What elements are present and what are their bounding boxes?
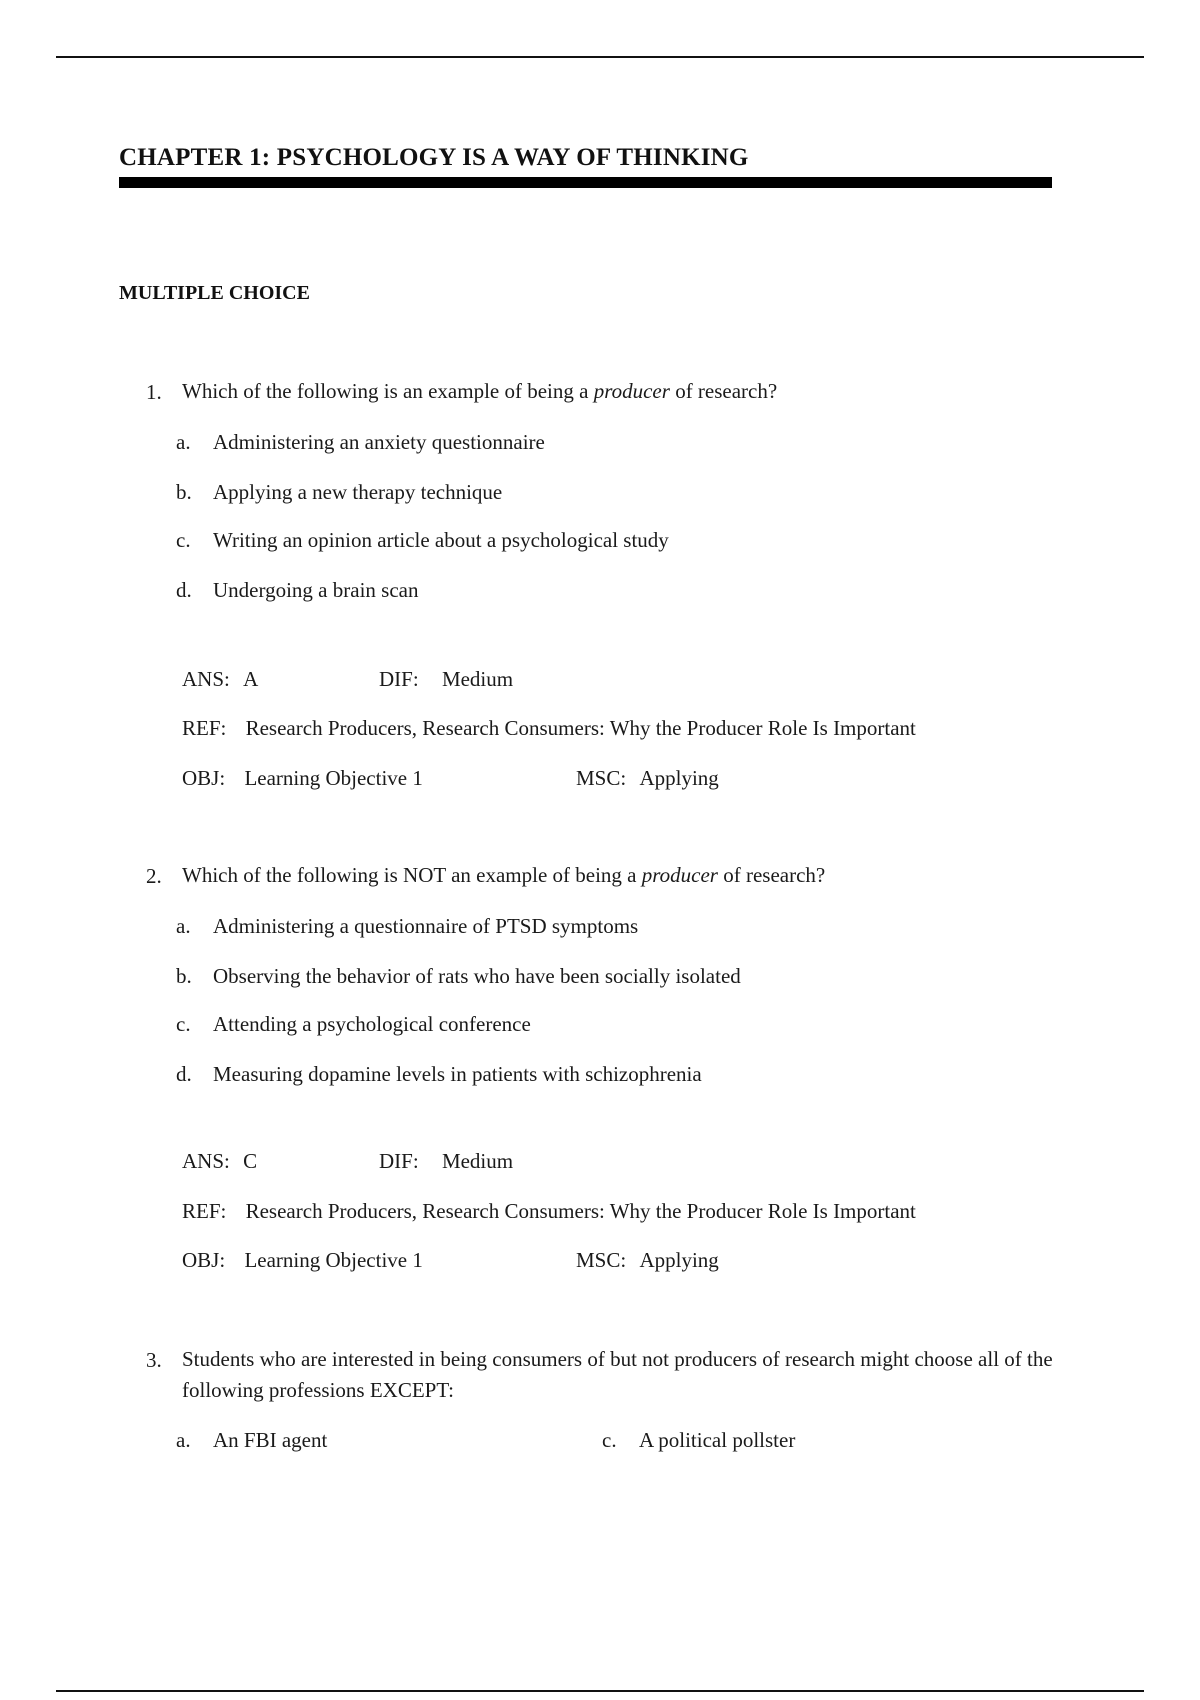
obj-value: Learning Objective 1 bbox=[244, 1248, 423, 1272]
reference-meta bbox=[182, 1199, 916, 1224]
msc-label: MSC: bbox=[576, 766, 627, 790]
ans-label: ANS: bbox=[182, 1149, 230, 1173]
difficulty-meta bbox=[379, 1149, 513, 1174]
ref-label: REF: bbox=[182, 716, 227, 740]
option-text: Administering a questionnaire of PTSD symptoms bbox=[213, 914, 639, 938]
option-letter: a. bbox=[176, 914, 191, 938]
dif-label: DIF: bbox=[379, 1149, 419, 1173]
chapter-title: CHAPTER 1: PSYCHOLOGY IS A WAY OF THINKING bbox=[119, 144, 749, 171]
question-text-emphasis: producer bbox=[593, 379, 670, 403]
ans-value: A bbox=[243, 667, 259, 691]
option-letter: c. bbox=[176, 1012, 191, 1036]
question-text bbox=[182, 376, 1062, 407]
obj-value: Learning Objective 1 bbox=[244, 766, 423, 790]
ans-label: ANS: bbox=[182, 667, 230, 691]
question-text-emphasis: producer bbox=[641, 863, 718, 887]
option-letter: b. bbox=[176, 480, 192, 504]
question-text-part: Which of the following is NOT an example of being a bbox=[182, 863, 642, 887]
question-number: 3. bbox=[146, 1348, 162, 1372]
reference-meta bbox=[182, 716, 916, 741]
obj-label: OBJ: bbox=[182, 766, 226, 790]
option-text: Observing the behavior of rats who have been socially isolated bbox=[213, 964, 741, 988]
question-number: 1. bbox=[146, 380, 162, 404]
question-text-part: of research? bbox=[717, 863, 826, 887]
option-text: A political pollster bbox=[639, 1428, 796, 1452]
section-heading: MULTIPLE CHOICE bbox=[119, 282, 310, 304]
option-text: Writing an opinion article about a psychological study bbox=[213, 528, 669, 552]
ref-value: Research Producers, Research Consumers: Why the Producer Role Is Important bbox=[245, 1199, 916, 1223]
objective-meta bbox=[182, 1248, 423, 1273]
question-text: Students who are interested in being consumers of but not producers of research might choose all of the following professions EXCEPT: bbox=[182, 1347, 1053, 1402]
objective-meta bbox=[182, 766, 423, 791]
option-text: Undergoing a brain scan bbox=[213, 578, 419, 602]
question-text-part: of research? bbox=[669, 379, 778, 403]
option-text: Applying a new therapy technique bbox=[213, 480, 503, 504]
ref-label: REF: bbox=[182, 1199, 227, 1223]
msc-value: Applying bbox=[639, 766, 719, 790]
skill-meta bbox=[576, 1248, 719, 1273]
option-text: An FBI agent bbox=[213, 1428, 328, 1452]
obj-label: OBJ: bbox=[182, 1248, 226, 1272]
option-text: Measuring dopamine levels in patients with schizophrenia bbox=[213, 1062, 702, 1086]
option-text: Administering an anxiety questionnaire bbox=[213, 430, 545, 454]
difficulty-meta bbox=[379, 667, 513, 692]
question-number: 2. bbox=[146, 864, 162, 888]
dif-value: Medium bbox=[441, 667, 514, 691]
option-letter: d. bbox=[176, 578, 192, 602]
title-underline-bar bbox=[119, 177, 1052, 188]
answer-meta bbox=[182, 667, 258, 692]
bottom-rule bbox=[56, 1690, 1144, 1692]
top-rule bbox=[56, 56, 1144, 58]
msc-value: Applying bbox=[639, 1248, 719, 1272]
skill-meta bbox=[576, 766, 719, 791]
ans-value: C bbox=[243, 1149, 258, 1173]
ref-value: Research Producers, Research Consumers: Why the Producer Role Is Important bbox=[245, 716, 916, 740]
option-text: Attending a psychological conference bbox=[213, 1012, 531, 1036]
question-text-part: Which of the following is an example of being a bbox=[182, 379, 594, 403]
msc-label: MSC: bbox=[576, 1248, 627, 1272]
option-letter: b. bbox=[176, 964, 192, 988]
answer-meta bbox=[182, 1149, 257, 1174]
option-letter: d. bbox=[176, 1062, 192, 1086]
question-text bbox=[182, 860, 1062, 891]
dif-label: DIF: bbox=[379, 667, 419, 691]
option-letter: a. bbox=[176, 1428, 191, 1452]
option-letter: c. bbox=[602, 1428, 617, 1452]
option-letter: c. bbox=[176, 528, 191, 552]
dif-value: Medium bbox=[441, 1149, 514, 1173]
option-letter: a. bbox=[176, 430, 191, 454]
